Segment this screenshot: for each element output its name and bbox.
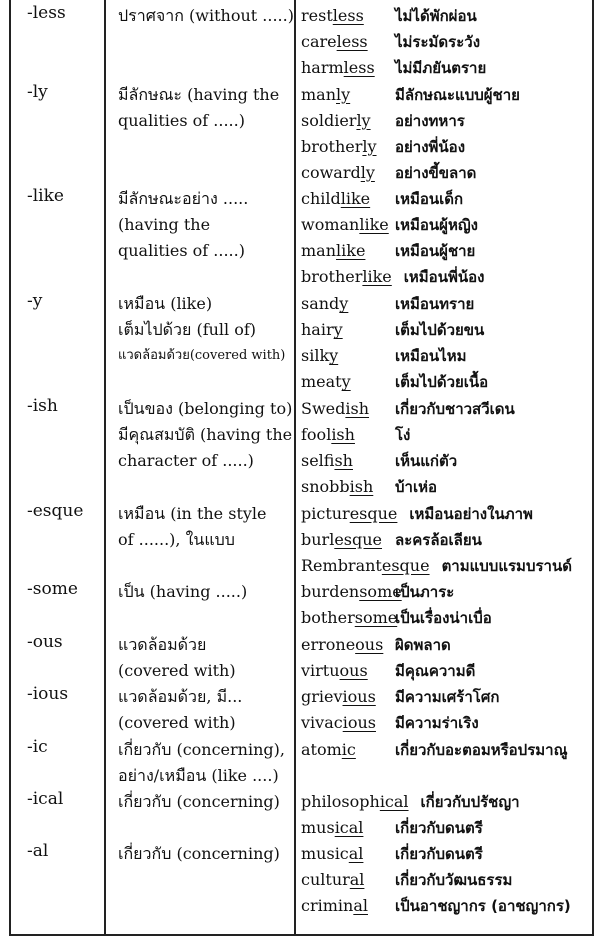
example-item — [301, 212, 591, 238]
meaning-line: เกี่ยวกับ (concerning) — [118, 792, 280, 811]
table-row — [11, 632, 592, 684]
thai-translation: เกี่ยวกับดนตรี — [395, 845, 483, 864]
meaning-cell — [118, 737, 296, 789]
thai-translation: เหมือนผู้หญิง — [395, 216, 478, 235]
example-item — [301, 291, 591, 317]
thai-translation: อย่างพี่น้อง — [395, 137, 466, 156]
suffix-cell: -some — [27, 579, 78, 600]
example-item — [301, 317, 591, 343]
meaning-cell — [118, 579, 296, 605]
thai-translation: เต็มไปด้วยขน — [395, 321, 485, 340]
word-stem: man — [301, 241, 337, 261]
examples-cell — [301, 396, 591, 500]
example-item — [301, 527, 591, 553]
table-row — [11, 737, 592, 789]
word-stem: brother — [301, 136, 363, 156]
example-word — [301, 317, 395, 343]
example-item — [301, 369, 591, 395]
example-word — [301, 737, 395, 763]
example-item — [301, 186, 591, 212]
example-item — [301, 553, 591, 579]
meaning-cell — [118, 684, 296, 736]
example-item — [301, 396, 591, 422]
thai-translation: เหมือนผู้ชาย — [395, 242, 476, 261]
example-item — [301, 684, 591, 710]
thai-translation: เหมือนไหม — [395, 347, 467, 366]
thai-translation: ผิดพลาด — [395, 635, 451, 654]
table-row — [11, 579, 592, 631]
word-suffix: some — [354, 608, 398, 628]
thai-translation: เหมือนทราย — [395, 295, 475, 314]
example-word — [301, 841, 395, 867]
thai-translation: เต็มไปด้วยเนื้อ — [395, 373, 489, 392]
meaning-line: เหมือน (like) — [118, 294, 213, 314]
word-suffix: ish — [349, 477, 374, 496]
example-word — [301, 238, 395, 264]
example-word — [301, 579, 402, 605]
example-item — [301, 893, 591, 919]
example-word — [301, 82, 395, 108]
example-item — [301, 815, 591, 841]
example-item — [301, 3, 591, 29]
word-suffix: ly — [360, 162, 375, 182]
example-item — [301, 264, 591, 290]
meaning-cell — [118, 3, 296, 29]
table-row — [11, 82, 592, 187]
example-word — [301, 422, 395, 448]
example-word — [301, 867, 395, 893]
word-suffix: esque — [349, 503, 398, 523]
thai-translation: เป็นอาชญากร (อาชญากร) — [395, 897, 571, 916]
suffix-cell: -al — [27, 841, 49, 862]
examples-cell — [301, 841, 591, 919]
suffix-cell: -y — [27, 291, 43, 312]
word-suffix: al — [348, 844, 364, 864]
table-row — [11, 186, 592, 291]
example-item — [301, 160, 591, 186]
word-stem: man — [301, 84, 337, 104]
suffix-cell: -ous — [27, 631, 63, 652]
word-suffix: less — [336, 32, 368, 51]
examples-cell — [301, 684, 591, 736]
thai-translation: บ้าเห่อ — [395, 478, 437, 496]
example-item — [301, 501, 591, 527]
example-item — [301, 343, 591, 369]
word-stem: meat — [301, 372, 342, 392]
example-item — [301, 710, 591, 736]
example-word — [301, 396, 395, 422]
example-word — [301, 343, 395, 369]
examples-cell — [301, 501, 591, 579]
word-stem: vivac — [301, 713, 343, 733]
meaning-cell — [118, 291, 296, 369]
word-stem: fool — [301, 425, 332, 444]
example-item — [301, 737, 591, 763]
word-suffix: like — [362, 267, 392, 287]
word-suffix: y — [341, 372, 351, 392]
word-suffix: less — [343, 58, 375, 77]
meaning-line: มีลักษณะอย่าง ..... — [118, 189, 249, 209]
thai-translation: อย่างขี้ขลาด — [395, 163, 477, 182]
word-stem: child — [301, 189, 341, 209]
meaning-line: qualities of .....) — [118, 110, 245, 130]
meaning-line: of ......), ในแบบ — [118, 529, 235, 549]
word-suffix: like — [336, 241, 366, 261]
thai-translation: เกี่ยวกับดนตรี — [395, 819, 483, 837]
thai-translation: เห็นแก่ตัว — [395, 452, 458, 470]
word-suffix: ical — [379, 792, 409, 811]
example-word — [301, 789, 409, 815]
word-stem: pictur — [301, 503, 350, 523]
example-item — [301, 108, 591, 134]
word-suffix: ious — [342, 687, 376, 707]
word-stem: self — [301, 451, 335, 470]
word-stem: sand — [301, 294, 340, 314]
meaning-line: (having the — [118, 215, 211, 235]
suffix-cell: -esque — [27, 500, 84, 521]
examples-cell — [301, 291, 591, 395]
example-item — [301, 422, 591, 448]
meaning-line: qualities of .....) — [118, 241, 245, 261]
example-word — [301, 134, 395, 160]
thai-translation: เหมือนเด็ก — [395, 190, 464, 209]
word-stem: harm — [301, 58, 344, 77]
word-stem: soldier — [301, 110, 357, 130]
word-stem: mus — [301, 818, 335, 837]
example-word — [301, 605, 398, 631]
example-word — [301, 684, 395, 710]
examples-cell — [301, 3, 591, 81]
meaning-cell — [118, 396, 296, 474]
thai-translation: เกี่ยวกับชาวสวีเดน — [395, 400, 515, 418]
meaning-line: มีคุณสมบัติ (having the — [118, 425, 293, 444]
word-suffix: al — [349, 870, 365, 890]
word-stem: coward — [301, 162, 361, 182]
word-stem: hair — [301, 320, 334, 340]
word-stem: Swed — [301, 399, 346, 418]
table-row — [11, 291, 592, 396]
example-word — [301, 186, 395, 212]
thai-translation: เกี่ยวกับปรัชญา — [420, 793, 520, 811]
word-suffix: esque — [334, 529, 383, 549]
thai-translation: เหมือนพี่น้อง — [403, 268, 485, 287]
meaning-cell — [118, 841, 296, 867]
thai-translation: ไม่มีภยันตราย — [395, 59, 487, 77]
meaning-line: เหมือน (in the style — [118, 503, 267, 523]
word-stem: bother — [301, 608, 355, 628]
suffix-cell: -ly — [27, 81, 48, 102]
word-suffix: y — [329, 346, 339, 366]
example-item — [301, 55, 591, 81]
word-stem: rest — [301, 6, 333, 25]
example-item — [301, 238, 591, 264]
meaning-line: เป็น (having .....) — [118, 582, 248, 602]
meaning-line: แวดล้อมด้วย — [118, 634, 207, 654]
thai-translation: ไม่ได้พักผ่อน — [395, 7, 477, 25]
word-stem: virtu — [301, 660, 340, 680]
meaning-cell — [118, 632, 296, 684]
word-suffix: ish — [334, 451, 353, 470]
meaning-cell — [118, 789, 296, 815]
meaning-line: มีลักษณะ (having the — [118, 84, 280, 104]
examples-cell — [301, 789, 591, 841]
word-stem: philosoph — [301, 792, 380, 811]
example-word — [301, 501, 397, 527]
table-row — [11, 501, 592, 580]
examples-cell — [301, 632, 591, 684]
word-suffix: al — [353, 896, 368, 916]
example-word — [301, 29, 395, 55]
examples-cell — [301, 82, 591, 186]
thai-translation: เกี่ยวกับวัฒนธรรม — [395, 871, 513, 890]
table-row — [11, 789, 592, 841]
word-suffix: y — [339, 294, 349, 314]
word-suffix: ish — [331, 425, 355, 444]
word-suffix: some — [359, 582, 402, 602]
example-item — [301, 579, 591, 605]
thai-translation: เหมือนอย่างในภาพ — [409, 504, 533, 523]
example-item — [301, 29, 591, 55]
example-word — [301, 474, 395, 500]
meaning-line: (covered with) — [118, 660, 236, 680]
example-item — [301, 134, 591, 160]
example-item — [301, 82, 591, 108]
meaning-line: character of .....) — [118, 451, 254, 470]
example-word — [301, 527, 395, 553]
example-word — [301, 264, 392, 290]
example-word — [301, 710, 395, 736]
example-word — [301, 291, 395, 317]
thai-translation: เป็นภาระ — [395, 583, 455, 602]
word-stem: Rembrant — [301, 555, 382, 575]
word-suffix: ish — [345, 399, 370, 418]
meaning-cell — [118, 82, 296, 134]
example-item — [301, 605, 591, 631]
meaning-cell — [118, 186, 296, 264]
example-word — [301, 658, 395, 684]
word-stem: crimin — [301, 896, 354, 916]
example-word — [301, 893, 395, 919]
meaning-line: แวดล้อมด้วย, มี... — [118, 687, 243, 707]
word-suffix: ical — [334, 818, 364, 837]
word-stem: brother — [301, 267, 363, 287]
thai-translation: เป็นเรื่องน่าเบื่อ — [395, 609, 492, 628]
meaning-line: เกี่ยวกับ (concerning), — [118, 739, 285, 759]
suffix-cell: -like — [27, 186, 64, 207]
suffix-cell: -ious — [27, 684, 69, 705]
example-item — [301, 867, 591, 893]
word-suffix: ic — [341, 739, 356, 759]
example-word — [301, 632, 395, 658]
word-stem: snobb — [301, 477, 350, 496]
example-word — [301, 448, 395, 474]
example-word — [301, 815, 395, 841]
example-item — [301, 474, 591, 500]
thai-translation: มีความร่าเริง — [395, 714, 479, 733]
word-suffix: ous — [355, 634, 384, 654]
suffix-cell: -ical — [27, 789, 64, 809]
meaning-line: แวดล้อมด้วย(covered with) — [118, 348, 286, 364]
word-stem: cultur — [301, 870, 350, 890]
suffix-table — [9, 0, 594, 936]
examples-cell — [301, 186, 591, 290]
thai-translation: มีคุณความดี — [395, 661, 476, 680]
example-word — [301, 553, 430, 579]
table-row — [11, 684, 592, 736]
example-word — [301, 212, 395, 238]
examples-cell — [301, 579, 591, 631]
meaning-line: เป็นของ (belonging to) — [118, 399, 293, 418]
example-item — [301, 448, 591, 474]
thai-translation: มีความเศร้าโศก — [395, 688, 500, 707]
examples-cell — [301, 737, 591, 763]
example-item — [301, 632, 591, 658]
word-stem: woman — [301, 215, 360, 235]
word-suffix: like — [340, 189, 371, 209]
example-item — [301, 789, 591, 815]
suffix-cell: -less — [27, 3, 66, 23]
table-row — [11, 396, 592, 501]
example-word — [301, 369, 395, 395]
thai-translation: โง่ — [395, 426, 411, 444]
example-word — [301, 108, 395, 134]
word-suffix: ious — [342, 713, 376, 733]
word-stem: burl — [301, 529, 335, 549]
suffix-cell: -ish — [27, 396, 58, 416]
thai-translation: มีลักษณะแบบผู้ชาย — [395, 85, 520, 104]
table-row — [11, 841, 592, 920]
word-suffix: ous — [339, 660, 368, 680]
word-stem: griev — [301, 687, 343, 707]
example-word — [301, 55, 395, 81]
thai-translation: ตามแบบแรมบรานด์ — [441, 556, 572, 575]
word-stem: burden — [301, 582, 360, 602]
meaning-line: เกี่ยวกับ (concerning) — [118, 844, 280, 864]
word-stem: errone — [301, 634, 356, 654]
word-stem: care — [301, 32, 337, 51]
word-stem: music — [301, 844, 349, 864]
example-word — [301, 3, 395, 29]
word-suffix: esque — [381, 555, 430, 575]
example-word — [301, 160, 395, 186]
word-suffix: ly — [362, 136, 377, 156]
meaning-cell — [118, 501, 296, 553]
thai-translation: เกี่ยวกับอะตอมหรือปรมาณู — [395, 740, 568, 759]
meaning-line: (covered with) — [118, 713, 236, 733]
table-row — [11, 3, 592, 82]
example-item — [301, 658, 591, 684]
thai-translation: อย่างทหาร — [395, 111, 465, 130]
thai-translation: ไม่ระมัดระวัง — [395, 33, 481, 51]
word-stem: atom — [301, 739, 342, 759]
word-suffix: y — [333, 320, 343, 340]
word-suffix: like — [359, 215, 389, 235]
meaning-line: เต็มไปด้วย (full of) — [118, 320, 257, 340]
word-suffix: ly — [336, 84, 351, 104]
meaning-line: อย่าง/เหมือน (like ....) — [118, 765, 279, 785]
meaning-line: ปราศจาก (without .....) — [118, 6, 294, 25]
suffix-cell: -ic — [27, 736, 48, 757]
word-suffix: ly — [356, 110, 371, 130]
word-suffix: less — [332, 6, 364, 25]
thai-translation: ละครล้อเลียน — [395, 530, 482, 549]
example-item — [301, 841, 591, 867]
word-stem: silk — [301, 346, 330, 366]
